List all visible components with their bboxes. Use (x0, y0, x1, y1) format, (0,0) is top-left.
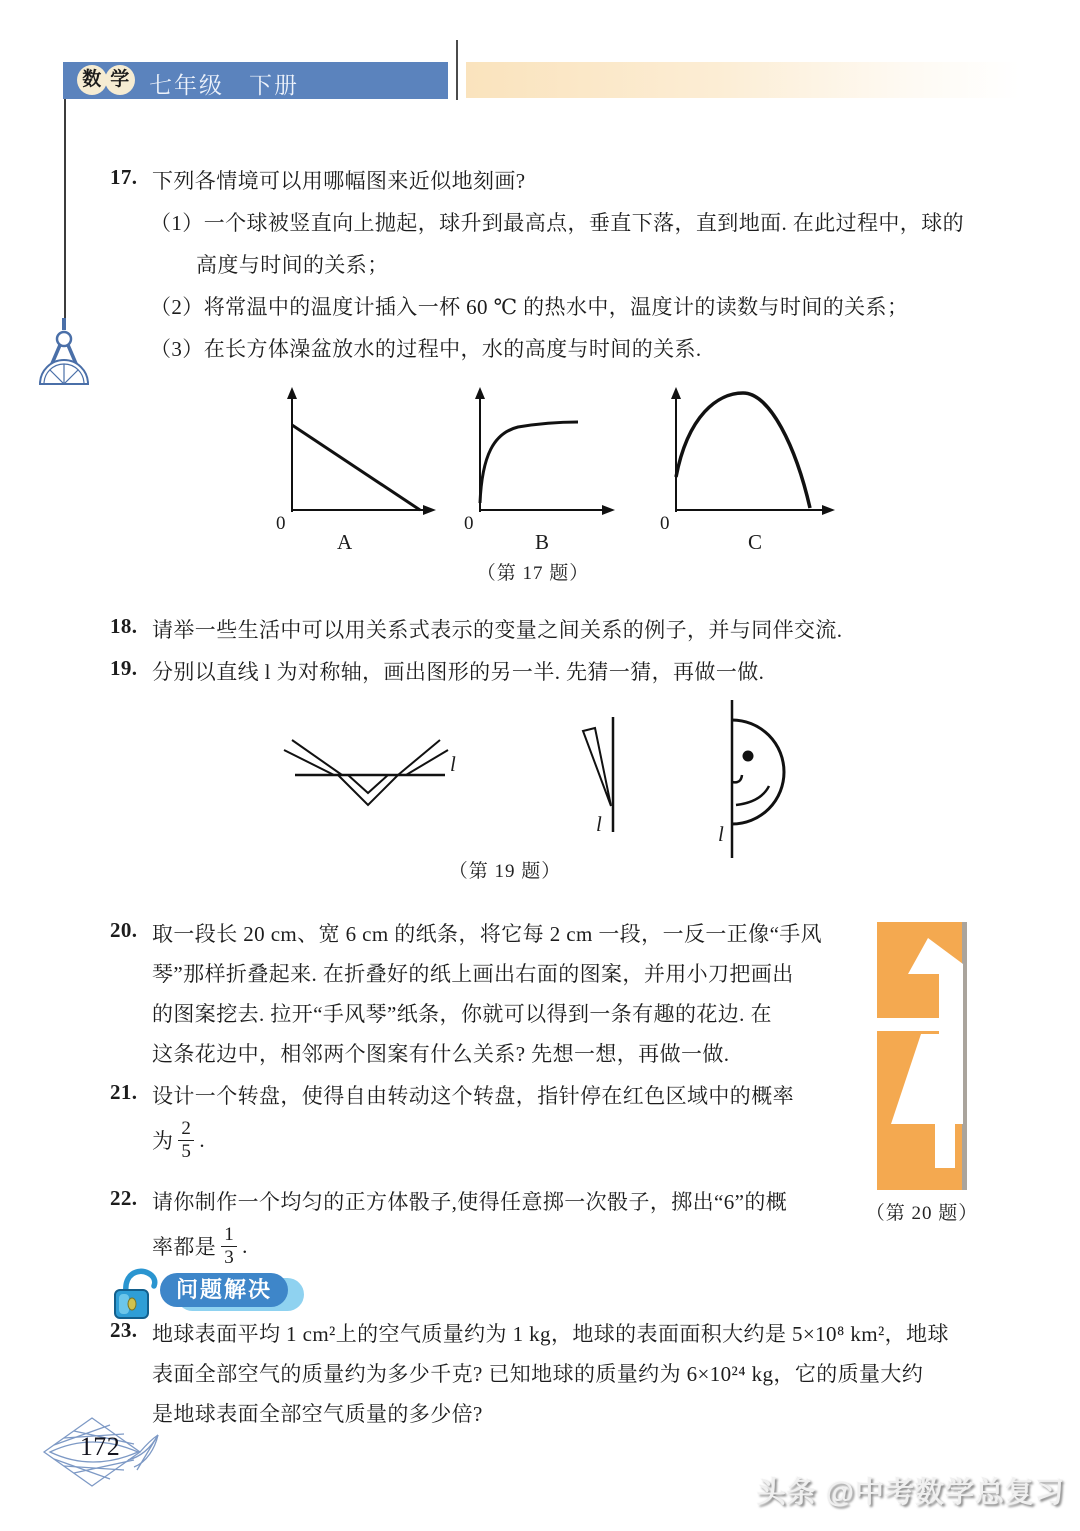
problem-20-line: 琴”那样折叠起来. 在折叠好的纸上画出右面的图案，并用小刀把画出 (152, 962, 794, 986)
watermark-text: 头条 @中考数学总复习 (756, 1477, 1065, 1509)
graph-b-label: B (535, 530, 550, 554)
fraction-numerator: 1 (224, 1223, 235, 1245)
header-divider-line (456, 40, 458, 100)
problem-20-line: 取一段长 20 cm、宽 6 cm 的纸条，将它每 2 cm 一段，一反一正像“手风 (152, 922, 823, 946)
problem-23-line: 是地球表面全部空气质量的多少倍? (152, 1402, 483, 1426)
text-prefix: 为 (152, 1129, 174, 1153)
problem-solving-badge: 问题解决 (160, 1273, 288, 1307)
left-margin-rule (64, 99, 66, 321)
problem-20-number: 20. (110, 918, 138, 942)
logo-char: 数 (82, 69, 102, 90)
problem-17-graphs (270, 383, 850, 533)
fraction-one-third (221, 1224, 237, 1269)
problem-19-text: 分别以直线 l 为对称轴，画出图形的另一半. 先猜一猜，再做一做. (152, 660, 765, 684)
papercut-figure-image (877, 922, 967, 1190)
problem-17-item3: （3）在长方体澡盆放水的过程中，水的高度与时间的关系. (150, 337, 702, 361)
problem-22-number: 22. (110, 1186, 138, 1210)
math-logo-icon (105, 65, 135, 95)
origin-label: 0 (276, 513, 286, 534)
problem-17-item1-cont: 高度与时间的关系； (196, 253, 389, 277)
problem-23-line: 表面全部空气的质量约为多少千克? 已知地球的质量约为 6×10²⁴ kg，它的质量大约 (152, 1362, 924, 1386)
problem-20-line: 这条花边中，相邻两个图案有什么关系? 先想一想，再做一做. (152, 1042, 730, 1066)
graph-c-label: C (748, 530, 763, 554)
header-bar (63, 62, 448, 99)
symmetry-axis-label: l (718, 822, 725, 846)
problem-18-number: 18. (110, 614, 138, 638)
problem-23-number: 23. (110, 1318, 138, 1342)
problem-21-line2 (152, 1112, 205, 1168)
problem-22-line1: 请你制作一个均匀的正方体骰子,使得任意掷一次骰子，掷出“6”的概 (152, 1190, 788, 1214)
problem-17-item2: （2）将常温中的温度计插入一杯 60 ℃ 的热水中，温度计的读数与时间的关系； (150, 295, 909, 319)
problem-17-title: 下列各情境可以用哪幅图来近似地刻画? (152, 169, 526, 193)
open-padlock-icon (110, 1264, 162, 1322)
symmetry-axis-label: l (450, 752, 457, 776)
fraction-two-fifths (178, 1118, 194, 1163)
problem-20-line: 的图案挖去. 拉开“手风琴”纸条，你就可以得到一条有趣的花边. 在 (152, 1002, 772, 1026)
fraction-numerator: 2 (181, 1117, 192, 1139)
fraction-denominator: 5 (178, 1140, 194, 1163)
origin-label: 0 (464, 513, 474, 534)
math-logo-icon (77, 65, 107, 95)
problem-18-text: 请举一些生活中可以用关系式表示的变量之间关系的例子，并与同伴交流. (152, 618, 843, 642)
text-suffix: . (199, 1127, 205, 1152)
text-prefix: 率都是 (152, 1235, 217, 1259)
problem-19-number: 19. (110, 656, 138, 680)
origin-label: 0 (660, 513, 670, 534)
problem-21-number: 21. (110, 1080, 138, 1104)
logo-char: 学 (110, 69, 130, 90)
figure-19-caption: （第 19 题） (448, 861, 562, 882)
problem-17-number: 17. (110, 165, 138, 189)
compass-protractor-icon (28, 318, 100, 406)
problem-17-item1: （1）一个球被竖直向上抛起，球升到最高点，垂直下落，直到地面. 在此过程中，球的 (150, 211, 964, 235)
header-gradient-bar (466, 62, 1020, 98)
text-suffix: . (242, 1233, 248, 1258)
page-title: 七年级 下册 (149, 72, 299, 98)
figure-17-caption: （第 17 题） (476, 563, 590, 584)
problem-23-line: 地球表面平均 1 cm²上的空气质量约为 1 kg，地球的表面面积大约是 5×10⁸ km²，地球 (152, 1322, 949, 1346)
symmetry-axis-label: l (596, 812, 603, 836)
problem-22-line2 (152, 1218, 248, 1274)
graph-a-label: A (337, 530, 353, 554)
problem-21-line1: 设计一个转盘，使得自由转动这个转盘，指针停在红色区域中的概率 (152, 1084, 794, 1108)
page-number: 172 (79, 1432, 121, 1461)
figure-20-caption: （第 20 题） (865, 1203, 979, 1224)
fraction-denominator: 3 (221, 1246, 237, 1269)
